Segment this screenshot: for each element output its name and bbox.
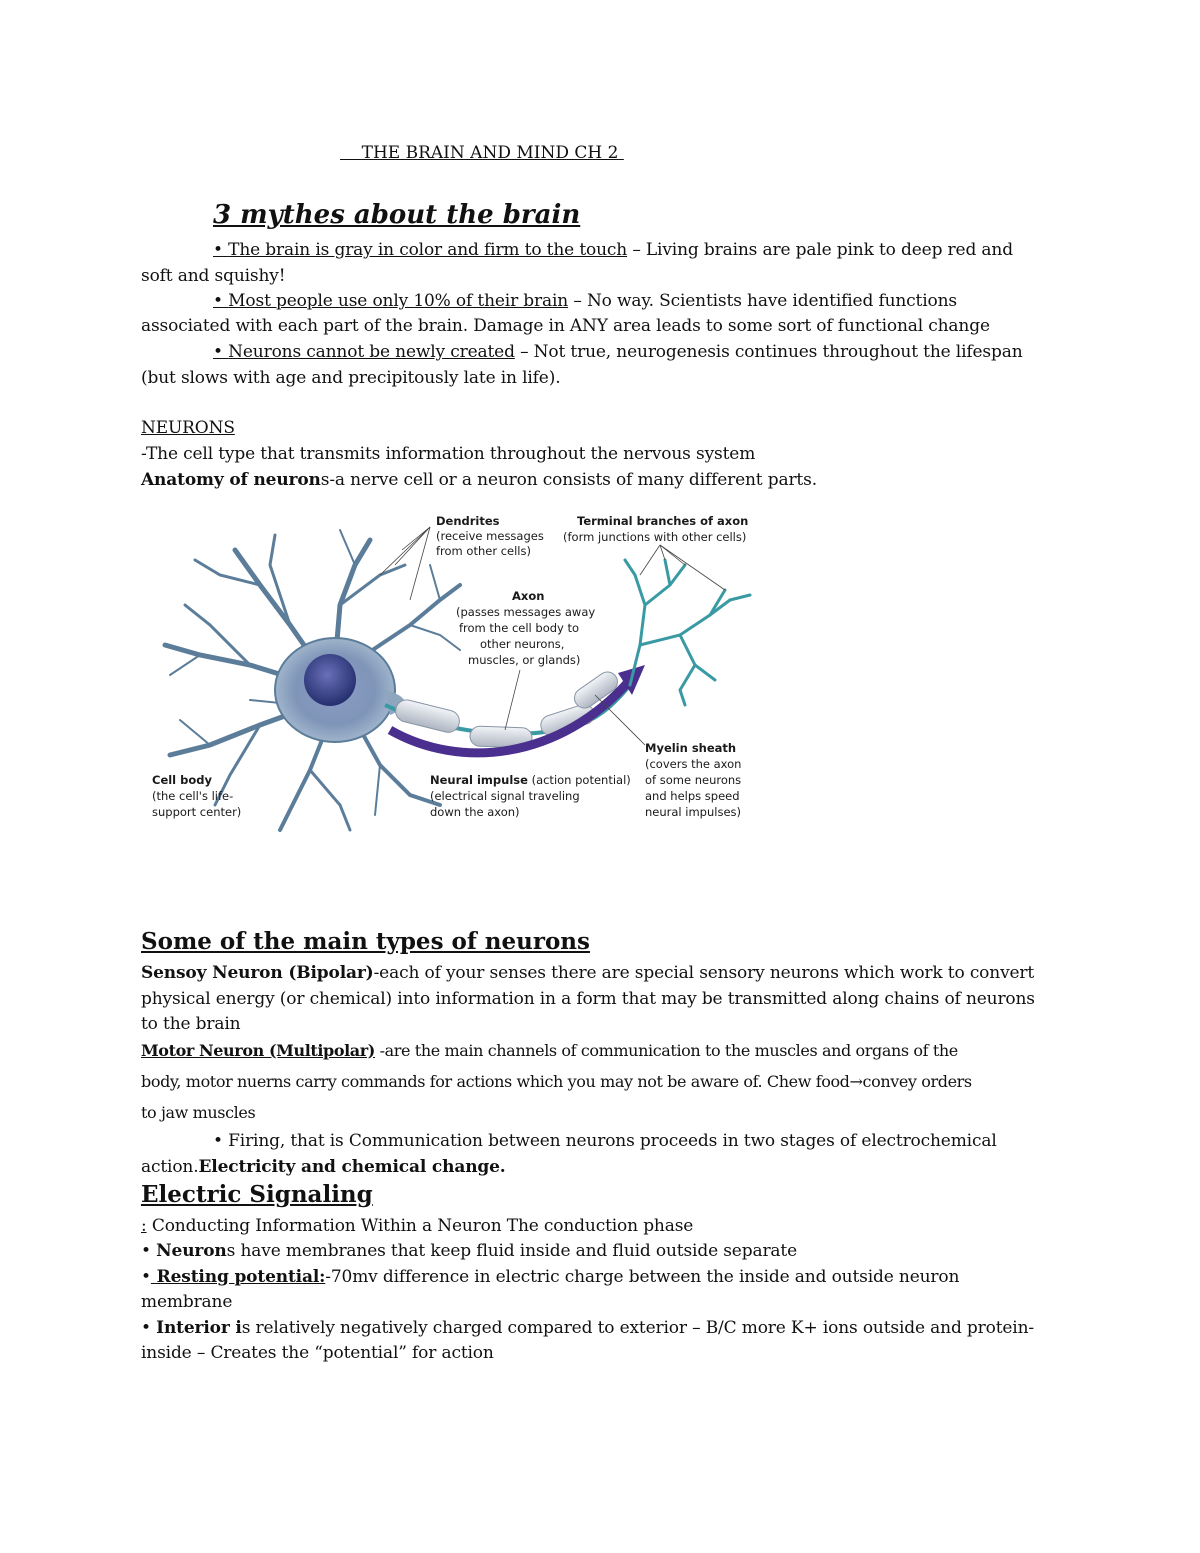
neuron-diagram bbox=[140, 505, 760, 835]
axon-desc-1: (passes messages away bbox=[456, 605, 596, 619]
electric-line-2: • Neurons have membranes that keep fluid inside and fluid outside separate bbox=[141, 1241, 797, 1261]
myth-2-cont: associated with each part of the brain. Damage in ANY area leads to some sort of functional change bbox=[141, 316, 990, 336]
neural-impulse-desc-1: (electrical signal traveling bbox=[430, 789, 580, 803]
dendrites-label: Dendrites bbox=[436, 514, 500, 528]
terminal-branches-graphic bbox=[625, 560, 750, 705]
document-title: THE BRAIN AND MIND CH 2 bbox=[361, 143, 619, 163]
motor-neuron-line-2: body, motor nuerns carry commands for actions which you may not be aware of. Chew food→convey orders bbox=[141, 1072, 972, 1091]
motor-neuron-line-3: to jaw muscles bbox=[141, 1103, 256, 1122]
electric-signaling-heading: Electric Signaling bbox=[141, 1181, 373, 1208]
cell-body-desc-2: support center) bbox=[152, 805, 242, 819]
electric-line-4: • Interior is relatively negatively charged compared to exterior – B/C more K+ ions outside and protein- bbox=[141, 1318, 1034, 1338]
dendrites-desc-1: (receive messages bbox=[436, 529, 544, 543]
electric-line-1: : Conducting Information Within a Neuron The conduction phase bbox=[141, 1216, 694, 1236]
myelin-desc-3: and helps speed bbox=[645, 789, 740, 803]
myth-1-line: • The brain is gray in color and firm to the touch – Living brains are pale pink to deep red and bbox=[213, 240, 1013, 260]
terminal-desc: (form junctions with other cells) bbox=[563, 530, 747, 544]
myelin-desc-1: (covers the axon bbox=[645, 757, 742, 771]
myelin-sheath-graphic bbox=[393, 668, 621, 748]
myelin-label: Myelin sheath bbox=[645, 741, 737, 755]
terminal-label: Terminal branches of axon bbox=[577, 514, 749, 528]
axon-desc-3: other neurons, bbox=[480, 637, 565, 651]
firing-line-2: action.Electricity and chemical change. bbox=[141, 1157, 506, 1177]
sensory-neuron-line: Sensoy Neuron (Bipolar)-each of your senses there are special sensory neurons which work to convert bbox=[141, 963, 1035, 983]
axon-label: Axon bbox=[512, 589, 545, 603]
neuron-types-heading: Some of the main types of neurons bbox=[141, 928, 590, 955]
myth-3-line: • Neurons cannot be newly created – Not true, neurogenesis continues throughout the lifespan bbox=[213, 342, 1023, 362]
myths-heading: 3 mythes about the brain bbox=[213, 200, 581, 230]
electric-line-3: • Resting potential:-70mv difference in electric charge between the inside and outside neuron bbox=[141, 1267, 960, 1287]
firing-line: • Firing, that is Communication between neurons proceeds in two stages of electrochemical bbox=[213, 1131, 997, 1151]
electric-line-4-cont: inside – Creates the “potential” for action bbox=[141, 1343, 494, 1363]
sensory-neuron-line-2: physical energy (or chemical) into information in a form that may be transmitted along chains of neurons bbox=[141, 989, 1035, 1009]
myelin-desc-4: neural impulses) bbox=[645, 805, 742, 819]
dendrites-desc-2: from other cells) bbox=[436, 544, 531, 558]
neural-impulse-desc-2: down the axon) bbox=[430, 805, 520, 819]
neural-impulse-label: Neural impulse (action potential) bbox=[430, 773, 631, 787]
sensory-neuron-line-3: to the brain bbox=[141, 1014, 241, 1034]
cell-body-desc-1: (the cell's life- bbox=[152, 789, 234, 803]
neurons-definition: -The cell type that transmits information throughout the nervous system bbox=[141, 444, 756, 464]
axon-desc-2: from the cell body to bbox=[459, 621, 580, 635]
myth-1-cont: soft and squishy! bbox=[141, 266, 286, 286]
cell-body-label: Cell body bbox=[152, 773, 212, 787]
nucleus-graphic bbox=[304, 654, 356, 706]
electric-line-3-cont: membrane bbox=[141, 1292, 233, 1312]
anatomy-line: Anatomy of neurons-a nerve cell or a neuron consists of many different parts. bbox=[141, 470, 817, 490]
neurons-heading: NEURONS bbox=[141, 418, 235, 438]
myelin-desc-2: of some neurons bbox=[645, 773, 742, 787]
myth-2-line: • Most people use only 10% of their brain – No way. Scientists have identified functions bbox=[213, 291, 957, 311]
axon-desc-4: muscles, or glands) bbox=[468, 653, 581, 667]
myth-3-cont: (but slows with age and precipitously late in life). bbox=[141, 368, 561, 388]
motor-neuron-line: Motor Neuron (Multipolar) -are the main channels of communication to the muscles and organs of the bbox=[141, 1041, 958, 1060]
